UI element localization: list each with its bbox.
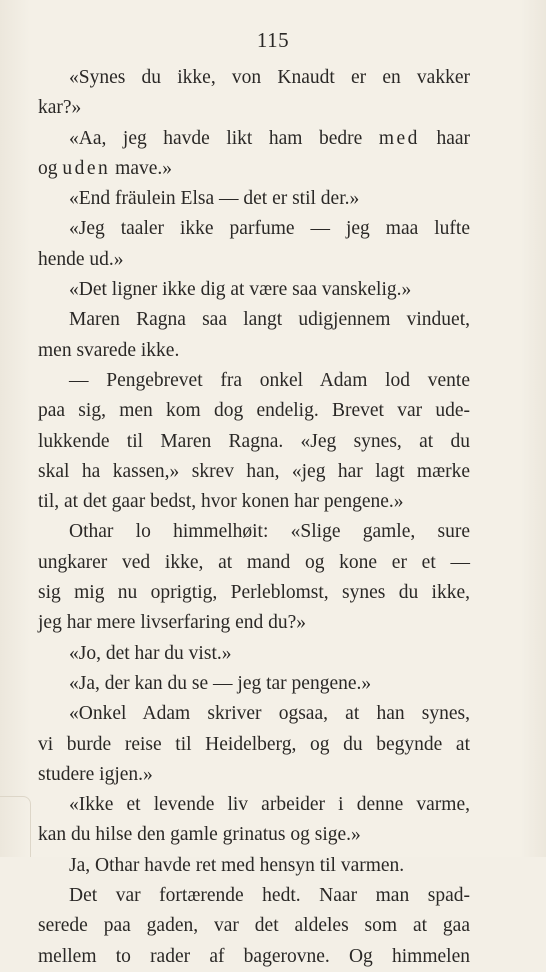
- text-line: sig mig nu oprigtig, Perleblomst, synes du ikke,: [38, 582, 470, 604]
- text-line: — Pengebrevet fra onkel Adam lod vente: [69, 369, 470, 391]
- text-line: ungkarer ved ikke, at mand og kone er et —: [38, 551, 470, 573]
- text-line: [38, 154, 470, 184]
- page-edge-decoration: [0, 796, 31, 857]
- text-line: «Ja, der kan du se — jeg tar pengene.»: [69, 672, 372, 694]
- text-line: kan du hilse den gamle grinatus og sige.»: [38, 824, 361, 846]
- text-line: Maren Ragna saa langt udigjennem vinduet,: [69, 309, 470, 331]
- text-line: jeg har mere livserfaring end du?»: [38, 612, 307, 634]
- text-line: til, at det gaar bedst, hvor konen har pengene.»: [38, 491, 404, 513]
- text-segment: og: [38, 157, 63, 179]
- text-segment: haar: [419, 127, 470, 149]
- spaced-emphasis: med: [378, 127, 420, 149]
- text-line: «Jeg taaler ikke parfume — jeg maa lufte: [69, 218, 470, 240]
- text-line: men svarede ikke.: [38, 339, 180, 361]
- spaced-emphasis: uden: [62, 157, 111, 179]
- text-line: «Det ligner ikke dig at være saa vanskelig.»: [69, 279, 412, 301]
- text-line: [38, 124, 470, 154]
- text-line: kar?»: [38, 97, 82, 119]
- text-line: Othar lo himmelhøit: «Slige gamle, sure: [69, 521, 470, 543]
- text-line: mellem to rader af bagerovne. Og himmelen: [38, 945, 470, 967]
- text-line: paa sig, men kom dog endelig. Brevet var ude-: [38, 400, 470, 422]
- body-text: [38, 63, 470, 972]
- text-line: «Synes du ikke, von Knaudt er en vakker: [69, 67, 470, 88]
- text-line: «End fräulein Elsa — det er stil der.»: [69, 188, 360, 210]
- text-line: «Ikke et levende liv arbeider i denne varme,: [69, 794, 470, 816]
- text-line: lukkende til Maren Ragna. «Jeg synes, at du: [38, 430, 470, 452]
- text-line: «Onkel Adam skriver ogsaa, at han synes,: [69, 703, 470, 725]
- text-line: vi burde reise til Heidelberg, og du begynde at: [38, 733, 470, 755]
- text-segment: «Aa, jeg havde likt ham bedre: [69, 127, 379, 149]
- text-line: studere igjen.»: [38, 763, 153, 785]
- text-line: hende ud.»: [38, 248, 124, 270]
- text-line: skal ha kassen,» skrev han, «jeg har lagt mærke: [38, 460, 470, 482]
- text-segment: mave.»: [110, 157, 173, 179]
- text-line: serede paa gaden, var det aldeles som at gaa: [38, 915, 470, 937]
- text-line: Det var fortærende hedt. Naar man spad-: [69, 885, 470, 907]
- page-number: 115: [256, 28, 290, 52]
- text-line: Ja, Othar havde ret med hensyn til varmen.: [69, 854, 405, 876]
- text-line: «Jo, det har du vist.»: [69, 642, 232, 664]
